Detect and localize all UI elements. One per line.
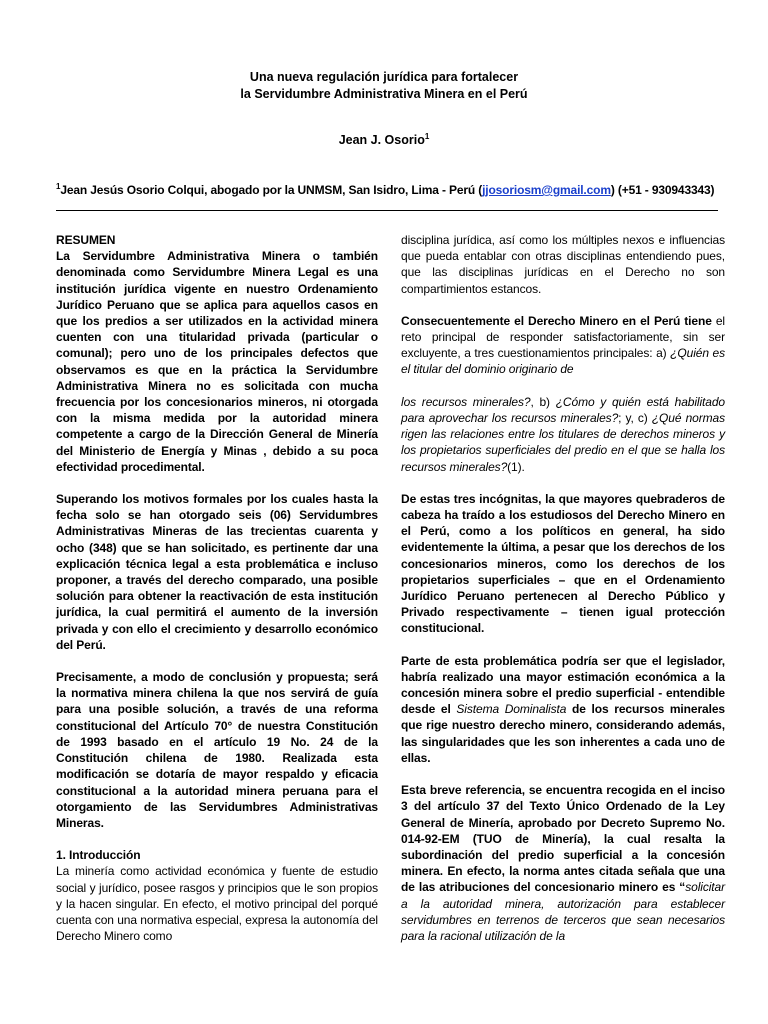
quoted-norm: solicitar a la autoridad minera, autorización para establecer servidumbres en terrenos de terceros que sean necesarios para la racional utilización de la bbox=[401, 880, 725, 943]
header-divider bbox=[56, 210, 718, 211]
question-1a: ¿Quién es el titular del dominio originario de bbox=[401, 346, 725, 377]
document-title-line-2: la Servidumbre Administrativa Minera en el Perú bbox=[240, 87, 528, 101]
left-column bbox=[56, 232, 378, 960]
author-affiliation bbox=[56, 183, 736, 197]
separator-b: , b) bbox=[530, 394, 556, 409]
question-1b: los recursos minerales? bbox=[401, 394, 531, 409]
right-paragraph-1: disciplina jurídica, así como los múltiples nexos e influencias que pueda entablar con otras disciplinas entendiendo pues, que las disciplinas jurídicas en el Derecho no son compartimientos estancos. bbox=[401, 233, 725, 296]
email-link[interactable]: jjosoriosm@gmail.com bbox=[482, 183, 611, 197]
right-paragraph-5 bbox=[401, 782, 725, 944]
author-footnote-marker: 1 bbox=[424, 131, 430, 141]
affiliation-phone: ) (+51 - 930943343) bbox=[610, 183, 715, 197]
right-paragraph-3: De estas tres incógnitas, la que mayores quebraderos de cabeza ha traído a los estudiosos del Derecho Minero en el Perú, como a los políticos en general, ha sido evidentemente la última, a pesar que los derechos de los concesionarios mineros, como los derechos de los propietarios superficiales – que en el Ordenamiento Jurídico Peruano pertenecen al Derecho Público y Privado respectivamente – tienen igual protección constitucional. bbox=[401, 491, 725, 636]
reference-1: (1). bbox=[507, 459, 525, 474]
right-paragraph-4b: de los recursos minerales que rige nuestro derecho minero, considerando además, las singularidades que les son inherentes a cada uno de ellas. bbox=[401, 702, 725, 765]
abstract-paragraph-1: La Servidumbre Administrativa Minera o también denominada como Servidumbre Minera Legal es una institución jurídica vigente en nuestro Ordenamiento Jurídico Peruano que se aplica para aquellos casos en que los predios a ser utilizados en la actividad minera cuenten con una titularidad privada (particular o comunal); pero uno de los principales defectos que observamos es que en la práctica la Servidumbre Administrativa Minera no es solicitada con mucha frecuencia por los concesionarios mineros, ni otorgada con la misma medida por la autoridad minera competente a cargo de la Dirección General de Minería del Ministerio de Energía y Minas , debido a su poca efectividad procedimental. bbox=[56, 249, 378, 474]
affiliation-text: Jean Jesús Osorio Colqui, abogado por la UNMSM, San Isidro, Lima - Perú ( bbox=[60, 183, 483, 197]
right-paragraph-4a: Parte de esta problemática podría ser que el legislador, habría realizado una mayor estimación económica a la concesión minera sobre el predio superficial - entendible desde el bbox=[401, 653, 725, 717]
separator-c: ; y, c) bbox=[618, 411, 652, 426]
right-paragraph-2-text: el reto principal de responder satisfactoriamente, sin ser excluyente, a tres cuestionamientos principales: a) bbox=[401, 313, 725, 361]
introduction-heading: 1. Introducción bbox=[56, 848, 141, 863]
right-paragraph-5a: Esta breve referencia, se encuentra recogida en el inciso 3 del artículo 37 del Texto Único Ordenado de la Ley General de Minería, aprobado por Decreto Supremo No. 014-92-EM (TUO de Minería), la cual resalta la subordinación del predio superficial a la concesión minera. En efecto, la norma antes citada señala que una de las atribuciones del concesionario minero es “ bbox=[401, 783, 725, 895]
right-paragraph-4 bbox=[401, 653, 725, 766]
author-name-text: Jean J. Osorio bbox=[338, 133, 425, 147]
author-name bbox=[0, 133, 768, 147]
affiliation-footnote-marker: 1 bbox=[56, 182, 61, 191]
question-2: ¿Cómo y quién está habilitado para aprovechar los recursos minerales? bbox=[401, 394, 725, 426]
introduction-paragraph: La minería como actividad económica y fuente de estudio social y jurídico, posee rasgos y principios que le son propios y la hacen singular. En efecto, el motivo principal del porqué cuenta con una normativa especial, expresa la autonomía del Derecho Minero como bbox=[56, 864, 378, 944]
right-column bbox=[401, 232, 725, 960]
right-paragraph-2 bbox=[401, 313, 725, 475]
abstract-paragraph-3: Precisamente, a modo de conclusión y propuesta; será la normativa minera chilena la que nos servirá de guía para una posible solución, a través de una reforma constitucional del Artículo 70° de nuestra Constitución de 1993 basado en el artículo 19 No. 24 de la Constitución chilena de 1980. Realizada esta modificación se dotaría de mayor respaldo y eficacia constitucional a la autoridad minera peruana para el otorgamiento de las Servidumbres Administrativas Mineras. bbox=[56, 670, 378, 830]
question-3: ¿Qué normas rigen las relaciones entre los titulares de derechos mineros y los propietarios superficiales del predio en el que se halla los recursos minerales? bbox=[401, 411, 725, 474]
right-paragraph-2-bold: Consecuentemente el Derecho Minero en el Perú tiene bbox=[401, 313, 712, 328]
dominalista-term: Sistema Dominalista bbox=[456, 702, 567, 717]
document-title-line-1: Una nueva regulación jurídica para fortalecer bbox=[249, 70, 519, 84]
abstract-paragraph-2: Superando los motivos formales por los cuales hasta la fecha solo se han otorgado seis (06) Servidumbres Administrativas Mineras de las trecientas cuarenta y ocho (348) que se han solicitado, es pertinente dar una explicación técnica legal a esta problemática e incluso proponer, a través del derecho comparado, una posible solución para obtener la reactivación de esta institución jurídica, la cual permitirá el aumento de la inversión privada y con ello el crecimiento y desarrollo económico del Perú. bbox=[56, 492, 378, 652]
resumen-heading: RESUMEN bbox=[56, 233, 116, 247]
